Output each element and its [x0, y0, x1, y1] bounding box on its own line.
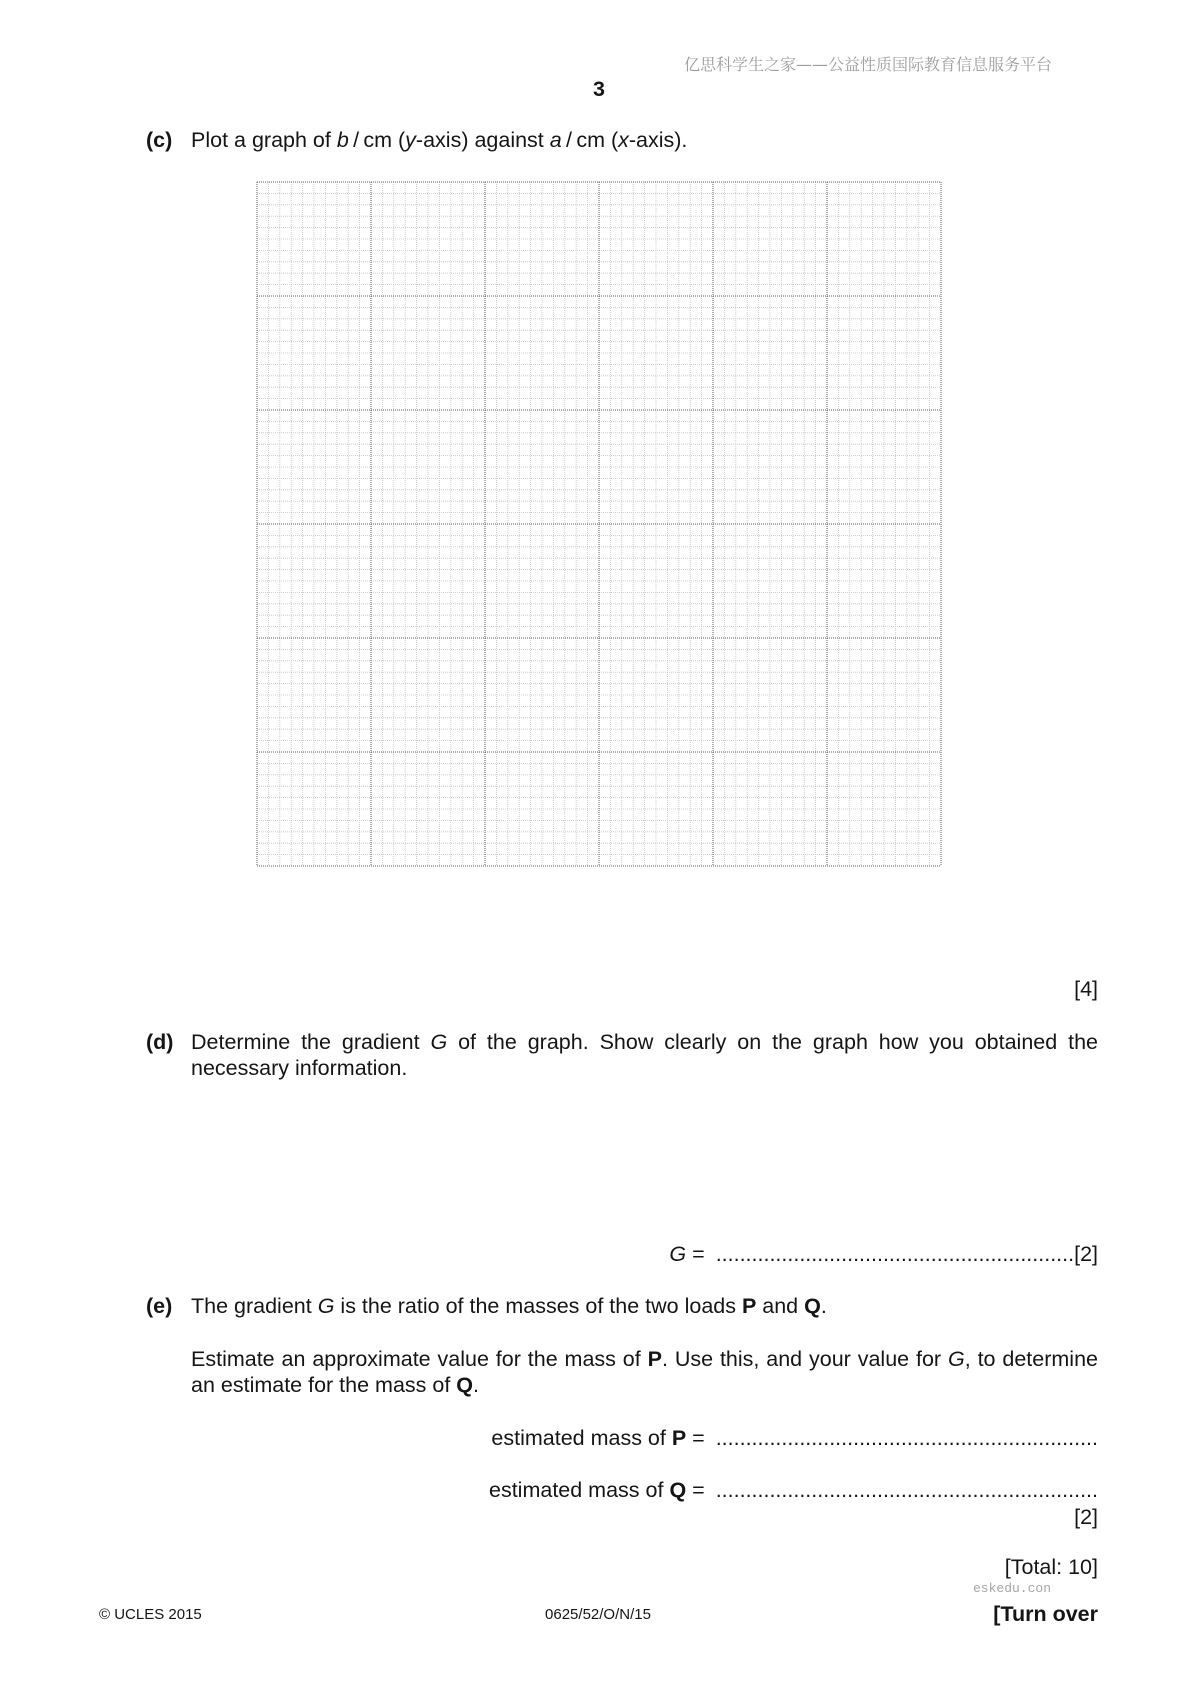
prompt-text: is the ratio of the masses of the two loads: [334, 1294, 742, 1318]
variable-b: b: [336, 128, 349, 152]
question-e-label: (e): [146, 1294, 173, 1318]
load-q: Q: [804, 1294, 821, 1318]
question-e-intro: [191, 1293, 827, 1319]
question-d-marks: [2]: [1074, 1242, 1098, 1266]
gradient-answer-row: [669, 1241, 1098, 1267]
prompt-text: Estimate an approximate value for the mass of: [191, 1347, 648, 1371]
prompt-text: -axis).: [628, 128, 688, 152]
mass-p-answer-row: [491, 1425, 1098, 1451]
prompt-text: The gradient: [191, 1294, 318, 1318]
variable-g: G: [947, 1347, 965, 1371]
equals-sign: =: [686, 1242, 705, 1266]
answer-blank: ................................................................: [715, 1478, 1098, 1502]
load-q: Q: [456, 1373, 474, 1397]
prompt-text: of the graph. Show clearly on the graph how you obtained the: [447, 1030, 1098, 1054]
load-p: P: [671, 1426, 687, 1450]
prompt-text: and: [756, 1294, 805, 1318]
mass-q-answer-row: [489, 1477, 1098, 1503]
answer-blank: ................................................................: [715, 1426, 1098, 1450]
prompt-text: Determine the gradient: [191, 1030, 431, 1054]
question-c-prompt: [191, 127, 687, 153]
question-e-marks: [2]: [1074, 1505, 1098, 1529]
turn-over-label: [Turn over: [993, 1602, 1098, 1626]
variable-g: G: [317, 1294, 335, 1318]
prompt-text: / cm (: [348, 128, 406, 152]
question-c-label: (c): [146, 128, 173, 152]
question-c-marks: [4]: [1074, 977, 1098, 1001]
question-e-prompt-line1: [191, 1346, 1098, 1372]
equals-sign: =: [686, 1426, 705, 1450]
variable-y: y: [405, 128, 416, 152]
site-watermark: 亿思科学生之家——公益性质国际教育信息服务平台: [684, 55, 1053, 74]
page-number: 3: [593, 77, 605, 101]
equals-sign: =: [686, 1478, 705, 1502]
site-watermark-bottom: eskedu.con: [973, 1581, 1052, 1596]
question-e-prompt-line2: [191, 1372, 479, 1398]
load-p: P: [647, 1347, 662, 1371]
question-d-label: (d): [146, 1030, 174, 1054]
load-q: Q: [669, 1478, 687, 1502]
answer-blank: ............................................................: [715, 1242, 1075, 1266]
copyright: © UCLES 2015: [99, 1606, 202, 1623]
answer-label: estimated mass of: [489, 1478, 670, 1502]
variable-a: a: [549, 128, 562, 152]
prompt-text: Plot a graph of: [191, 128, 337, 152]
question-d-prompt-line2: necessary information.: [191, 1056, 408, 1080]
question-d-prompt-line1: [191, 1029, 1098, 1055]
prompt-text: . Use this, and your value for: [661, 1347, 948, 1371]
prompt-text: an estimate for the mass of: [191, 1373, 457, 1397]
variable-x: x: [618, 128, 629, 152]
prompt-text: -axis) against: [415, 128, 550, 152]
variable-g: G: [430, 1030, 448, 1054]
paper-code: 0625/52/O/N/15: [545, 1606, 651, 1623]
answer-label: estimated mass of: [491, 1426, 672, 1450]
total-marks: [Total: 10]: [1004, 1555, 1098, 1579]
prompt-text: .: [820, 1294, 827, 1318]
gradient-symbol: G: [669, 1242, 687, 1266]
graph-paper-grid: [256, 181, 942, 867]
prompt-text: , to determine: [964, 1347, 1098, 1371]
load-p: P: [741, 1294, 757, 1318]
prompt-text: / cm (: [561, 128, 619, 152]
prompt-text: .: [473, 1373, 480, 1397]
